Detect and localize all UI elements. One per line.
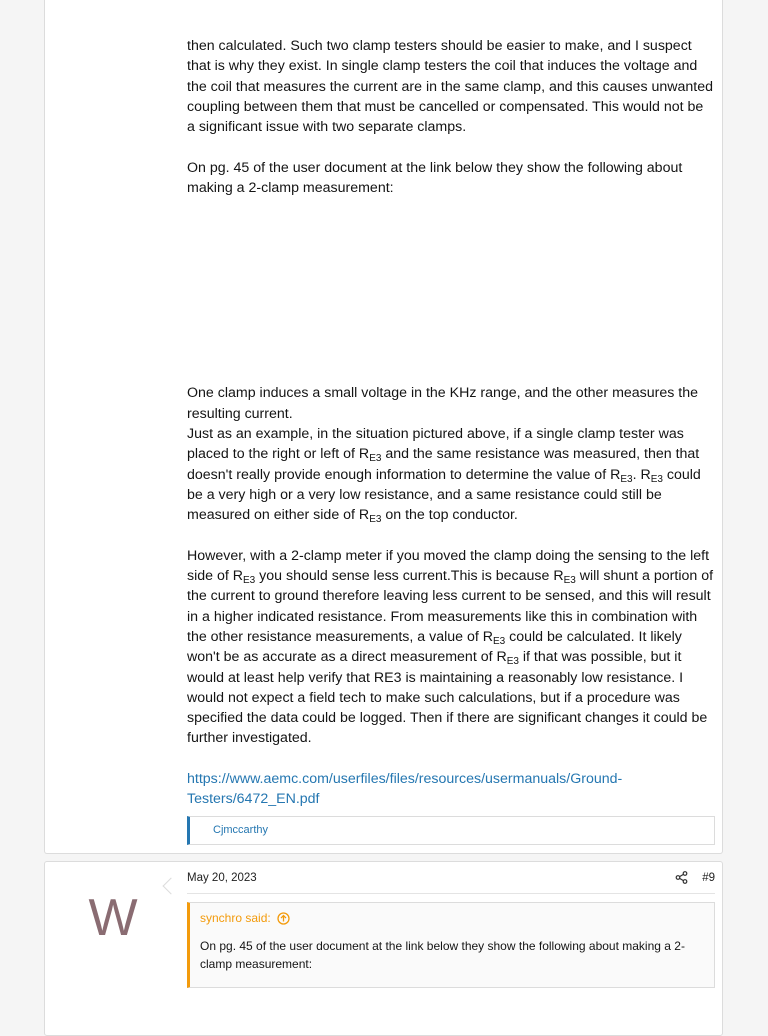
signature[interactable] <box>187 816 715 845</box>
post-message <box>44 861 723 1036</box>
message-paragraph: then calculated. Such two clamp testers should be easier to make, and I suspect that is why they exist. In single clamp testers the coil that induces the voltage and the coil that measures the current are in the same clamp, and this causes unwanted coupling between them that must be cancelled or compensated. This would not be a significant issue with two separate clamps. <box>187 38 714 136</box>
embedded-image-placeholder <box>187 198 715 383</box>
message-paragraph: However, with a 2-clamp meter if you moved the clamp doing the sensing to the left side of $R_{E3}$ you should sense less current.This is because $R_{E3}$ will shunt a portion of the current to ground therefore leaving less current to be sensed, and this will result in a higher indicated resistance. From measurements like this in combination with the other resistance measurements, a value of $R_{E3}$ could be calculated. It likely won't be as accurate as a direct measurement of $R_{E3}$ if that was possible, but it would at least help verify that RE3 is maintaining a reasonably low resistance. I would not expect a field tech to make such calculations, but if a procedure was specified the data could be logged. Then if there are significant changes it could be further investigated. <box>187 547 714 747</box>
quote-content: On pg. 45 of the user document at the link below they show the following about making a 2-clamp measurement: <box>200 939 685 971</box>
quote-block <box>187 902 715 988</box>
post-message <box>44 0 723 854</box>
message-arrow <box>163 878 180 895</box>
message-paragraph: One clamp induces a small voltage in the KHz range, and the other measures the resulting current. <box>187 385 699 422</box>
quote-title[interactable] <box>200 911 290 925</box>
quote-author[interactable]: synchro said: <box>200 911 271 925</box>
post-number[interactable]: #9 <box>702 871 715 884</box>
message-paragraph: On pg. 45 of the user document at the link below they show the following about making a 2-clamp measurement: <box>187 159 683 197</box>
share-icon[interactable] <box>675 871 688 884</box>
message-paragraph: Just as an example, in the situation pictured above, if a single clamp tester was placed to the right or left of $R_{E3}$ and the same resistance was measured, then that doesn't really provide enough information to determine the value of $R_{E3}$. $R_{E3}$ could be a very high or a very low resistance, and a same resistance could still be measured on either side of $R_{E3}$ on the top conductor. <box>187 425 701 526</box>
post-date[interactable]: May 20, 2023 <box>187 871 257 884</box>
up-arrow-circle-icon[interactable] <box>277 912 290 925</box>
message-attribution <box>187 862 715 894</box>
avatar[interactable]: W <box>88 889 138 947</box>
message-body <box>187 36 715 810</box>
manual-link[interactable]: https://www.aemc.com/userfiles/files/resources/usermanuals/Ground-Testers/6472_EN.pdf <box>187 771 623 808</box>
signature-name[interactable]: Cjmccarthy <box>213 824 269 836</box>
